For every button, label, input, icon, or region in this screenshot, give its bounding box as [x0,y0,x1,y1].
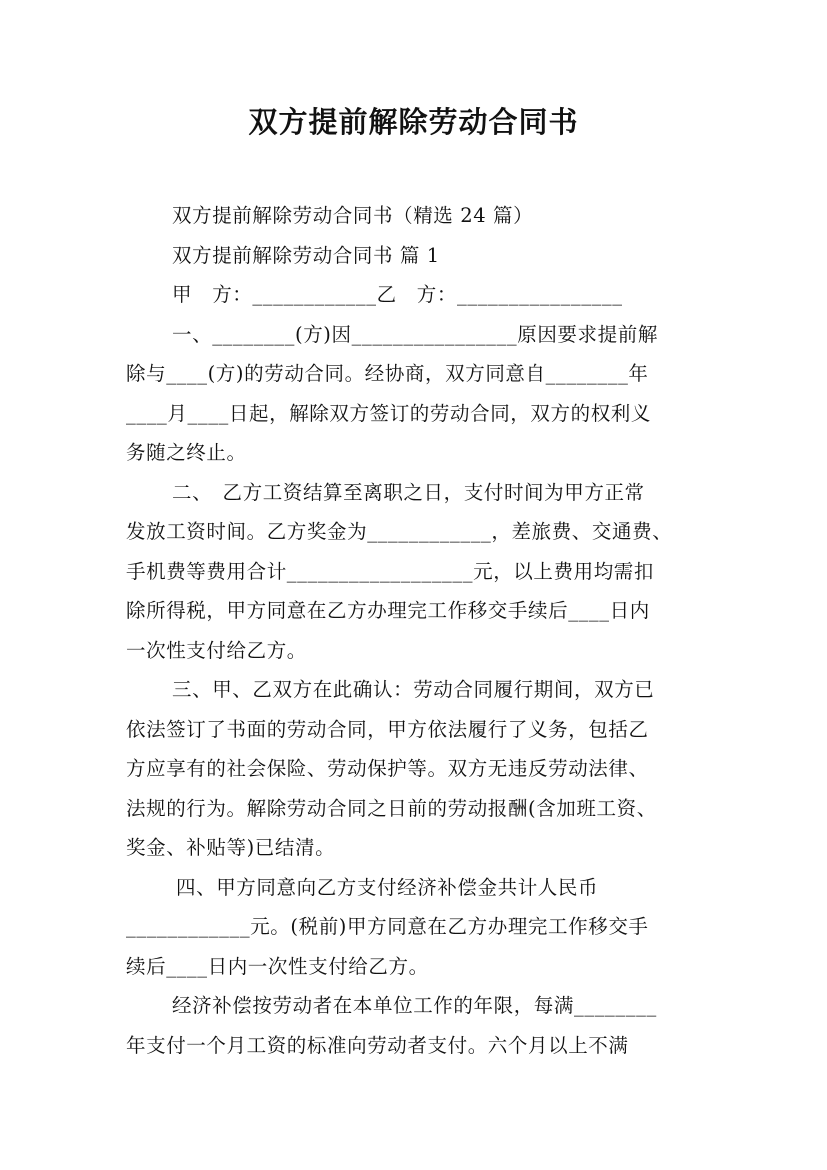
subtitle-line: 双方提前解除劳动合同书（精选 24 篇） [172,204,534,227]
document-title: 双方提前解除劳动合同书 [248,105,579,139]
clause-2-line: 除所得税，甲方同意在乙方办理完工作移交手续后____日内 [126,599,650,622]
clause-4-line: 续后____日内一次性支付给乙方。 [126,954,429,978]
clause-1-line: 一、________(方)因________________原因要求提前解 [172,322,658,346]
compensation-line: 经济补偿按劳动者在本单位工作的年限，每满________ [172,994,657,1017]
clause-2-line: 手机费等费用合计__________________元，以上费用均需扣 [126,559,654,583]
clause-2-line: 二、 乙方工资结算至离职之日，支付时间为甲方正常 [172,480,645,504]
clause-3-line: 依法签订了书面的劳动合同，甲方依法履行了义务，包括乙 [126,717,649,741]
clause-1-line: 除与____(方)的劳动合同。经协商，双方同意自________年 [126,362,649,385]
clause-3-line: 方应享有的社会保险、劳动保护等。双方无违反劳动法律、 [126,757,649,780]
clause-1-line: 务随之终止。 [126,441,247,464]
section-heading: 双方提前解除劳动合同书 篇 1 [172,243,440,267]
compensation-line: 年支付一个月工资的标准向劳动者支付。六个月以上不满 [126,1033,629,1057]
clause-4-line: 四、甲方同意向乙方支付经济补偿金共计人民币 [176,875,599,899]
document-body [126,196,706,1065]
clause-4-line: ____________元。(税前)甲方同意在乙方办理完工作移交手 [126,915,649,938]
clause-2-line: 发放工资时间。乙方奖金为____________，差旅费、交通费、 [126,520,673,543]
clause-2-line: 一次性支付给乙方。 [126,638,307,662]
parties-line: 甲 方：____________乙 方：________________ [172,283,623,306]
clause-1-line: ____月____日起，解除双方签订的劳动合同，双方的权利义 [126,401,652,425]
clause-3-line: 法规的行为。解除劳动合同之日前的劳动报酬(含加班工资、 [126,796,657,820]
clause-3-line: 奖金、补贴等)已结清。 [126,836,336,859]
clause-3-line: 三、甲、乙双方在此确认：劳动合同履行期间，双方已 [172,678,655,701]
